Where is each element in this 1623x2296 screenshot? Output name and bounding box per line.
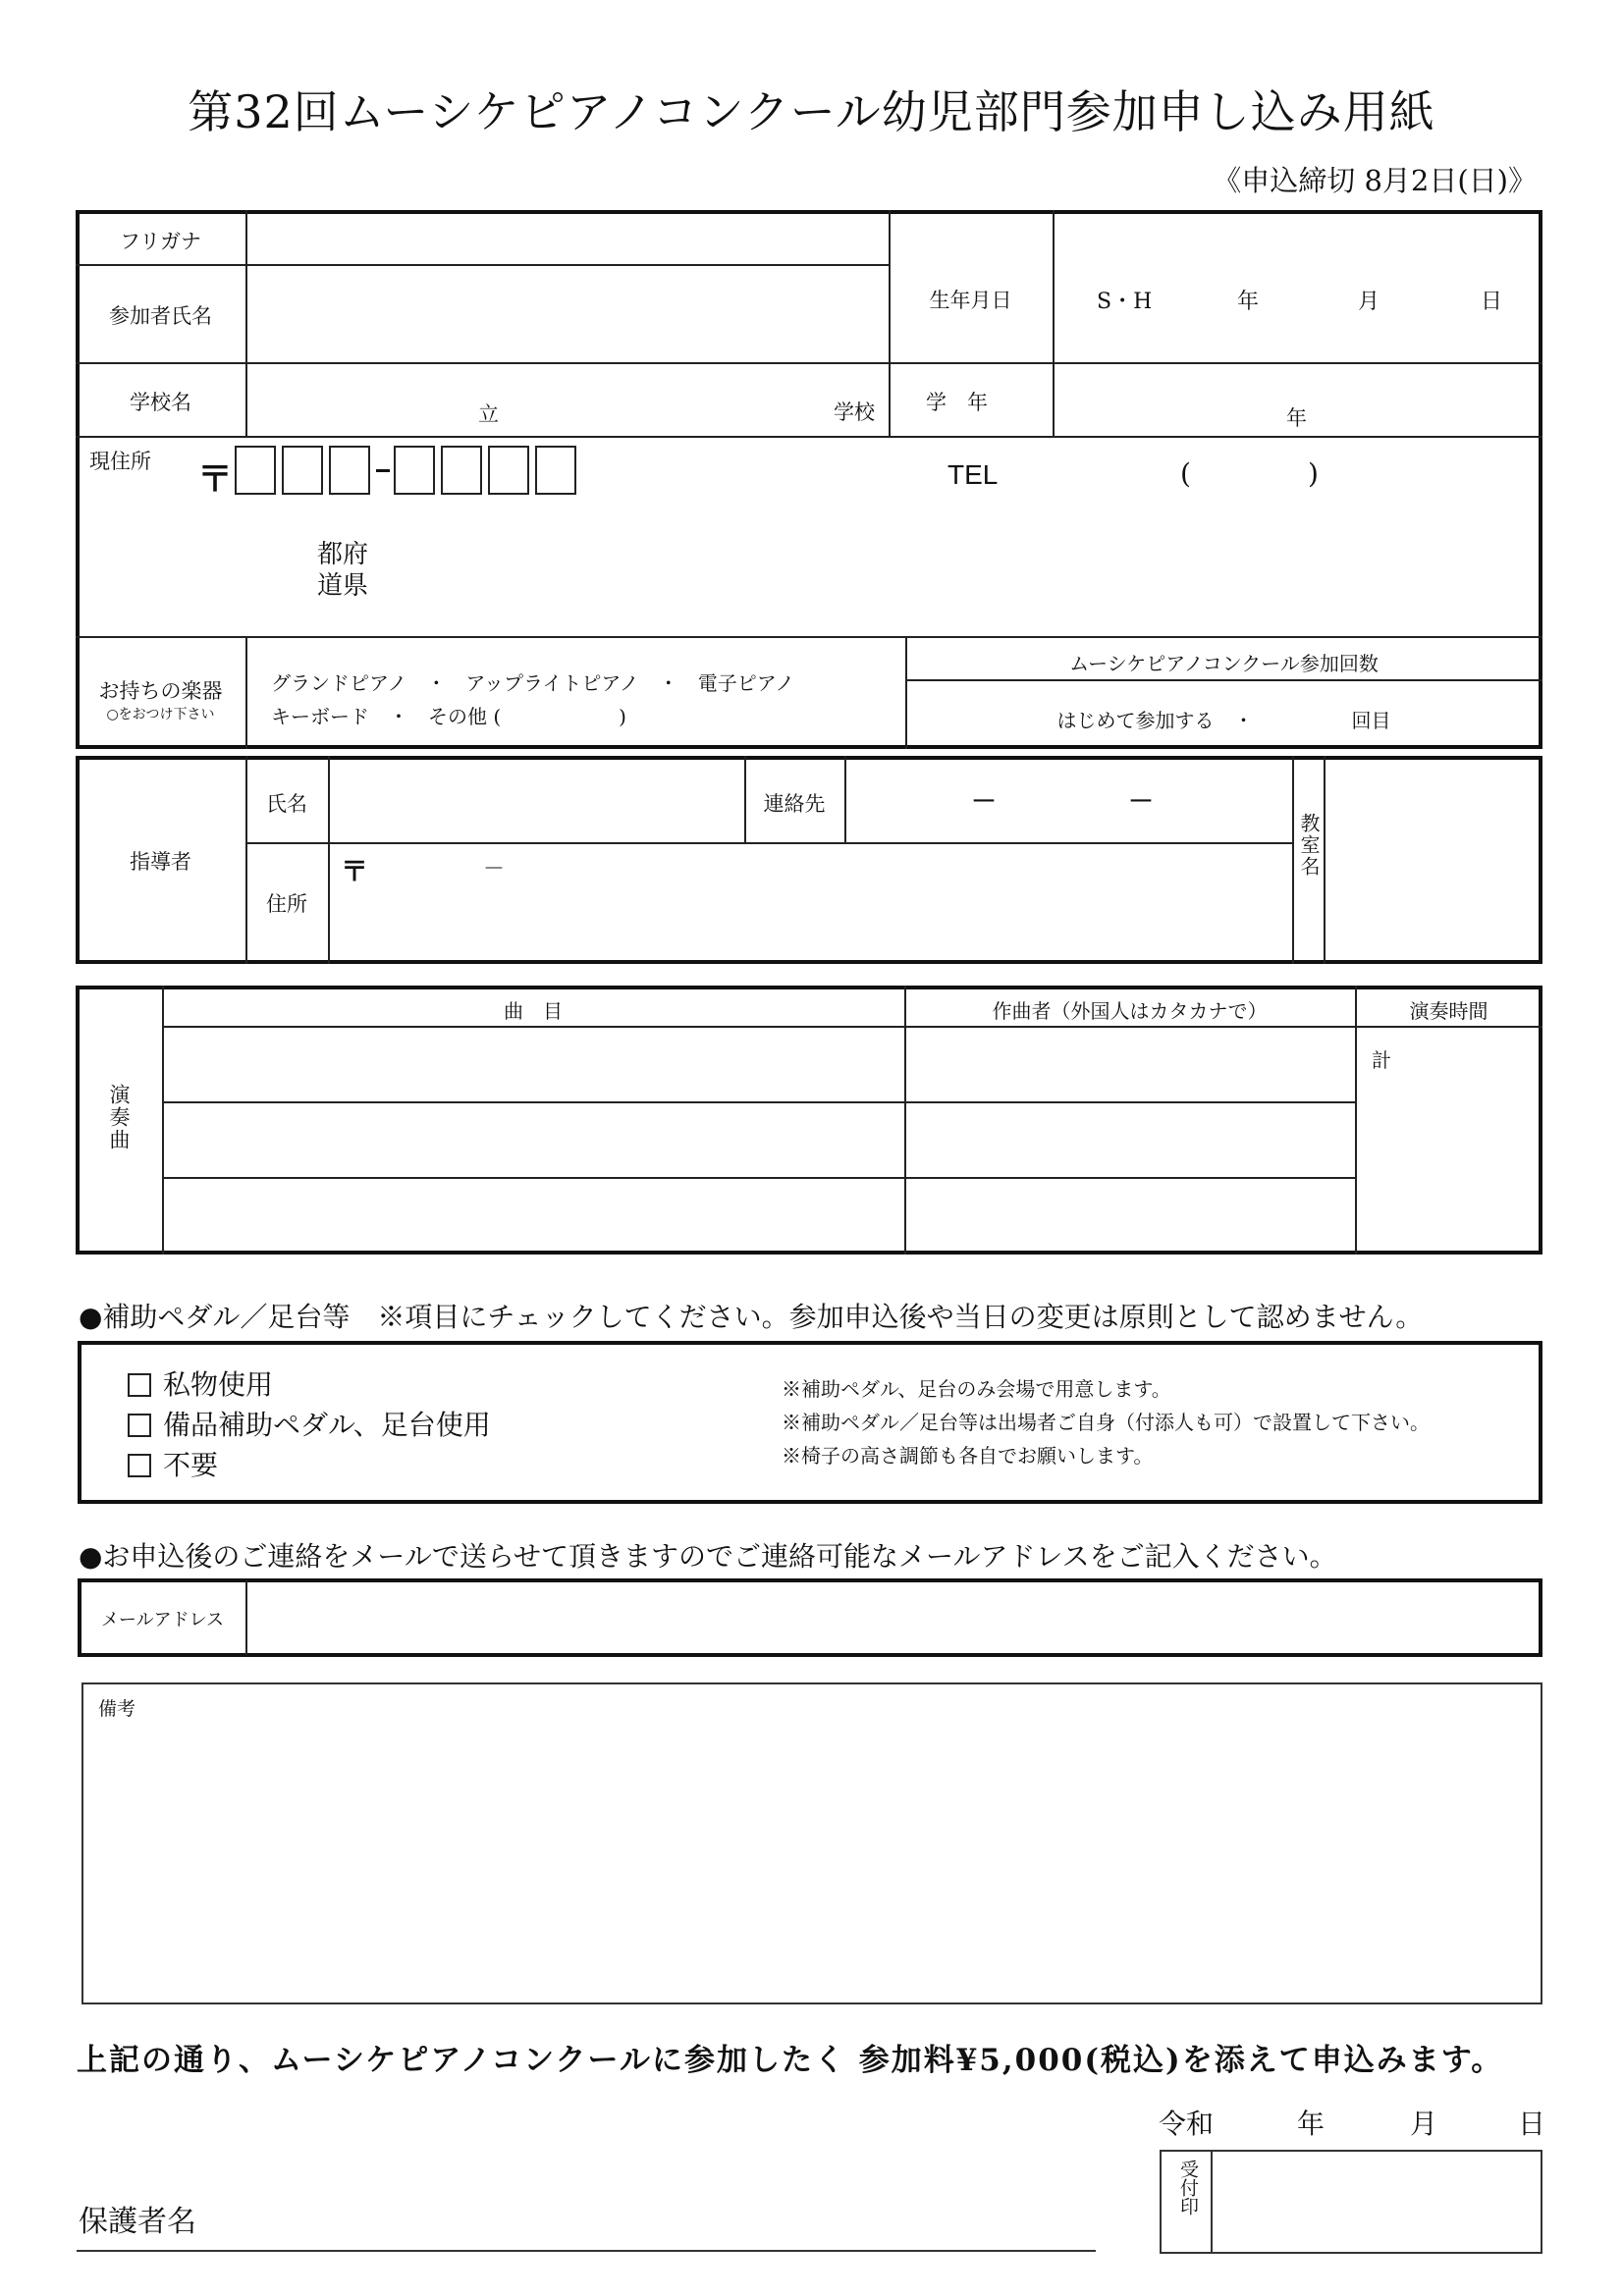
postal-code-boxes[interactable]	[235, 446, 582, 495]
furigana-label: フリガナ	[120, 230, 201, 253]
teacher-postal-dash: －	[483, 857, 506, 881]
date-era: 令和	[1159, 2108, 1215, 2140]
instrument-options-line-2[interactable]: キーボード ・ その他 ( )	[271, 705, 626, 728]
teacher-contact-field[interactable]	[847, 758, 1289, 840]
participation-count-options[interactable]: はじめて参加する ・ 回目	[1056, 709, 1391, 732]
participant-name-field[interactable]	[247, 267, 886, 360]
prefecture-label-2: 道県	[317, 571, 369, 601]
col-time-header: 演奏時間	[1409, 999, 1488, 1023]
teacher-label: 指導者	[130, 850, 191, 874]
pedal-option-equipment[interactable]	[128, 1405, 491, 1445]
school-ritsu: 立	[478, 402, 499, 426]
email-heading: ●お申込後のご連絡をメールで送らせて頂きますのでご連絡可能なメールアドレスをご記入ください。	[79, 1540, 1337, 1573]
participant-grid	[76, 210, 1542, 749]
birth-era: S・H	[1097, 290, 1153, 314]
grade-suffix: 年	[1286, 406, 1307, 430]
pieces-label: 演奏曲	[107, 1084, 131, 1151]
tel-label: TEL	[947, 459, 999, 490]
composer-field[interactable]	[907, 1029, 1352, 1099]
postal-box[interactable]	[441, 446, 482, 495]
col-title-header: 曲 目	[504, 999, 563, 1023]
piece-title-field[interactable]	[165, 1104, 901, 1175]
teacher-name-field[interactable]	[331, 758, 741, 840]
pedal-options	[128, 1364, 491, 1485]
pedal-option-none[interactable]	[128, 1445, 491, 1485]
prefecture-label-1: 都府	[317, 540, 369, 569]
tel-paren-open: (	[1180, 457, 1191, 490]
grade-label: 学 年	[926, 391, 988, 414]
tel-field[interactable]	[1057, 446, 1529, 505]
closing-statement: 上記の通り、ムーシケピアノコンクールに参加したく 参加料¥5,000(税込)を添えて申込みます。	[77, 2043, 1504, 2078]
instrument-sublabel: ○をおつけ下さい	[106, 707, 215, 722]
birth-day-label: 日	[1481, 290, 1503, 314]
pedal-heading: ●補助ペダル／足台等 ※項目にチェックしてください。参加申込後や当日の変更は原則として認めません。	[79, 1301, 1424, 1333]
total-time-label: 計	[1372, 1048, 1391, 1072]
participation-count-header: ムーシケピアノコンクール参加回数	[1069, 652, 1379, 675]
receipt-stamp-box	[1160, 2150, 1542, 2254]
date-day: 日	[1518, 2108, 1546, 2140]
contact-dash-2: －	[1128, 787, 1155, 817]
piece-title-field[interactable]	[165, 1029, 901, 1099]
performance-time-field[interactable]	[1358, 1029, 1540, 1251]
school-field[interactable]	[247, 365, 886, 434]
page-title: 第32回ムーシケピアノコンクール幼児部門参加申し込み用紙	[188, 85, 1435, 138]
teacher-grid	[76, 756, 1542, 964]
address-field[interactable]	[370, 514, 1529, 627]
remarks-label: 備考	[98, 1698, 136, 1720]
address-label: 現住所	[89, 450, 151, 473]
remarks-box[interactable]	[81, 1682, 1542, 2004]
postal-box[interactable]	[282, 446, 323, 495]
postal-box[interactable]	[329, 446, 370, 495]
school-room-label: 教室名	[1297, 813, 1321, 878]
teacher-address-label: 住所	[266, 892, 307, 916]
composer-field[interactable]	[907, 1104, 1352, 1175]
birth-label: 生年月日	[929, 289, 1012, 312]
receipt-divider	[1211, 2152, 1213, 2252]
pedal-notes	[782, 1372, 1430, 1472]
pedal-option-own[interactable]	[128, 1364, 491, 1405]
pedal-note: ※補助ペダル、足台のみ会場で用意します。	[782, 1377, 1171, 1401]
pieces-grid	[76, 986, 1542, 1255]
instrument-label: お持ちの楽器	[98, 679, 223, 703]
pedal-note: ※椅子の高さ調節も各自でお願いします。	[782, 1444, 1154, 1468]
guardian-signature-line[interactable]	[77, 2250, 1096, 2252]
postal-box[interactable]	[394, 446, 435, 495]
pedal-option-own-label: 私物使用	[163, 1368, 274, 1401]
email-label: メールアドレス	[100, 1610, 225, 1630]
composer-field[interactable]	[907, 1180, 1352, 1251]
date-month: 月	[1410, 2108, 1438, 2140]
checkbox[interactable]	[128, 1414, 151, 1437]
birth-month-label: 月	[1358, 290, 1380, 314]
postal-mark: 〒	[197, 458, 234, 500]
pedal-option-equipment-label: 備品補助ペダル、足台使用	[163, 1409, 491, 1441]
pedal-note: ※補助ペダル／足台等は出場者ご自身（付添人も可）で設置して下さい。	[782, 1411, 1430, 1434]
piece-title-field[interactable]	[165, 1180, 901, 1251]
checkbox[interactable]	[128, 1454, 151, 1477]
teacher-contact-label: 連絡先	[763, 792, 826, 816]
deadline: 《申込締切 8月2日(日)》	[1213, 164, 1537, 197]
instrument-options-line-1[interactable]: グランドピアノ ・ アップライトピアノ ・ 電子ピアノ	[271, 671, 795, 695]
teacher-name-label: 氏名	[266, 792, 307, 816]
postal-box[interactable]	[235, 446, 276, 495]
date-year: 年	[1297, 2108, 1325, 2140]
postal-box[interactable]	[488, 446, 529, 495]
teacher-address-field[interactable]	[331, 845, 1289, 961]
birth-year-label: 年	[1237, 290, 1260, 314]
email-field[interactable]	[249, 1582, 1539, 1653]
furigana-field[interactable]	[247, 212, 886, 263]
postal-dash	[376, 469, 390, 472]
col-composer-header: 作曲者（外国人はカタカナで）	[992, 999, 1268, 1023]
contact-dash-1: －	[971, 787, 998, 817]
email-divider	[245, 1580, 247, 1655]
checkbox[interactable]	[128, 1373, 151, 1397]
participant-name-label: 参加者氏名	[109, 304, 212, 328]
receipt-label: 受付印	[1177, 2160, 1199, 2216]
school-room-field[interactable]	[1326, 758, 1539, 961]
school-label: 学校名	[130, 391, 191, 414]
teacher-postal-mark: 〒	[341, 855, 369, 887]
postal-box[interactable]	[535, 446, 576, 495]
school-suffix: 学校	[834, 400, 875, 424]
pedal-option-none-label: 不要	[163, 1449, 219, 1481]
guardian-label: 保護者名	[79, 2205, 196, 2239]
tel-paren-close: )	[1308, 457, 1319, 490]
